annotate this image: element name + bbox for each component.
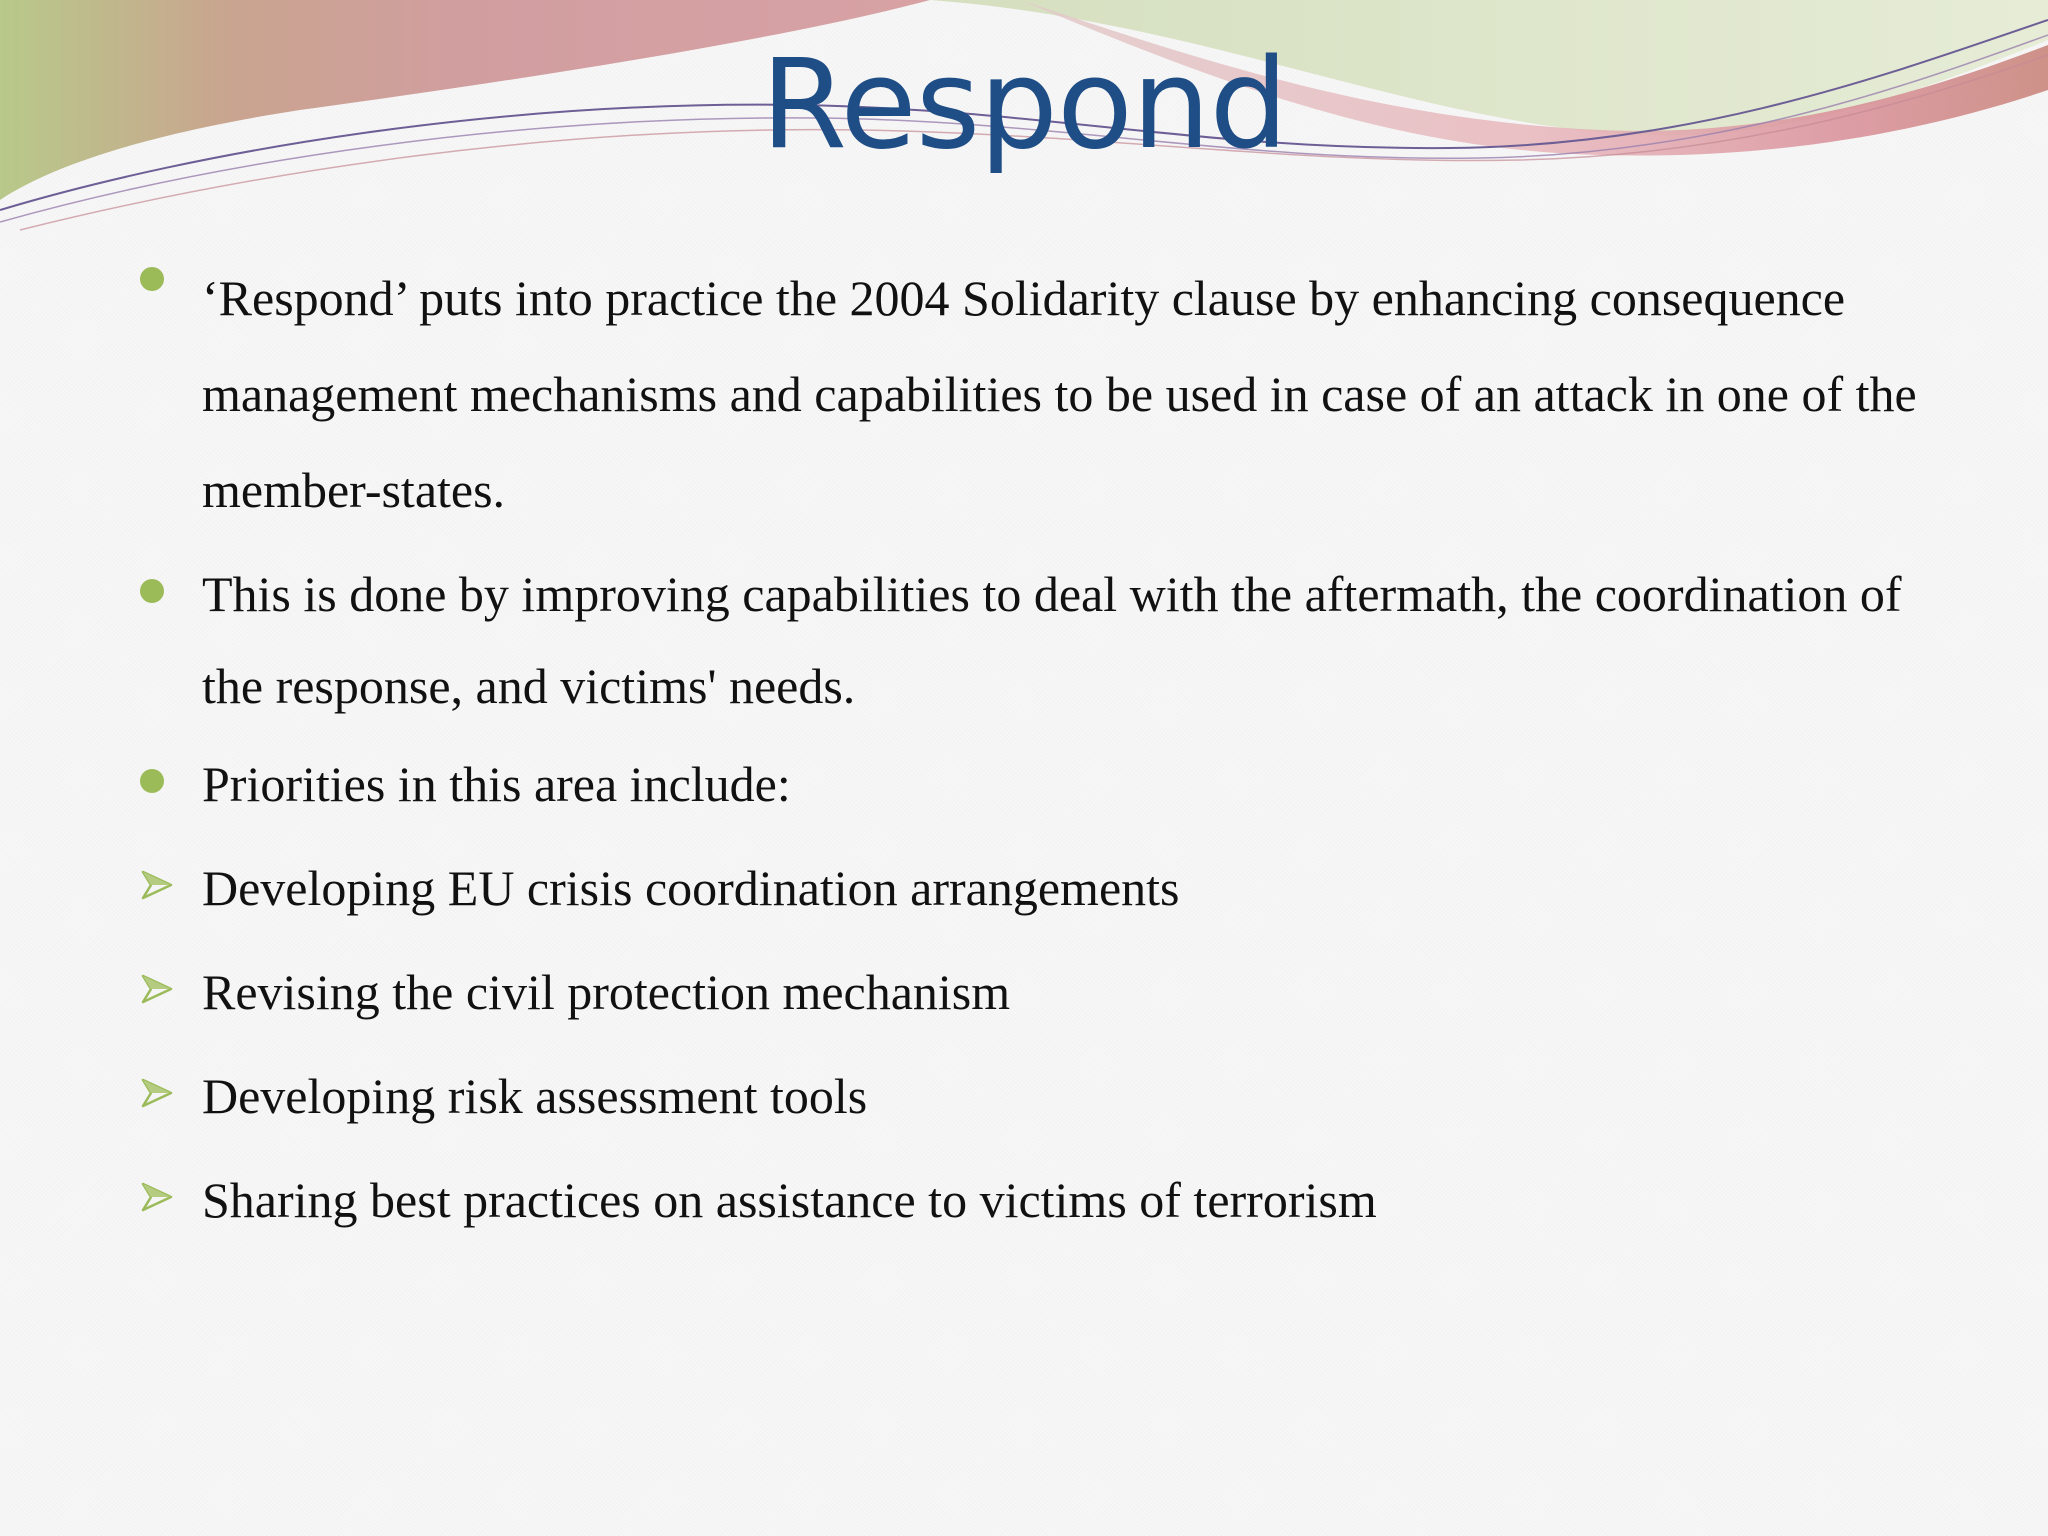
sub-bullet-text: Developing EU crisis coordination arrangements	[202, 860, 1180, 916]
bullet-item	[140, 548, 1940, 732]
slide-title: Respond	[760, 33, 1288, 177]
arrow-right-icon	[140, 868, 174, 902]
bullet-text: This is done by improving capabilities to deal with the aftermath, the coordination of the response, and victims' needs.	[202, 566, 1902, 714]
bullet-dot-icon	[140, 267, 164, 291]
arrow-right-icon	[140, 1180, 174, 1214]
bullet-item	[140, 250, 1940, 538]
sub-bullet-item	[140, 1154, 1940, 1246]
bullet-item	[140, 738, 1940, 830]
sub-bullet-text: Developing risk assessment tools	[202, 1068, 868, 1124]
arrow-right-icon	[140, 972, 174, 1006]
sub-bullet-text: Sharing best practices on assistance to victims of terrorism	[202, 1172, 1377, 1228]
bullet-text: ‘Respond’ puts into practice the 2004 Solidarity clause by enhancing consequence management mechanisms and capabilities to be used in case of an attack in one of the member-states.	[202, 270, 1917, 518]
bullet-dot-icon	[140, 579, 164, 603]
sub-bullet-item	[140, 946, 1940, 1038]
sub-bullet-item	[140, 842, 1940, 934]
sub-bullet-item	[140, 1050, 1940, 1142]
bullet-text: Priorities in this area include:	[202, 756, 791, 812]
arrow-right-icon	[140, 1076, 174, 1110]
slide-body	[140, 250, 1940, 1246]
bullet-dot-icon	[140, 769, 164, 793]
sub-bullet-text: Revising the civil protection mechanism	[202, 964, 1011, 1020]
